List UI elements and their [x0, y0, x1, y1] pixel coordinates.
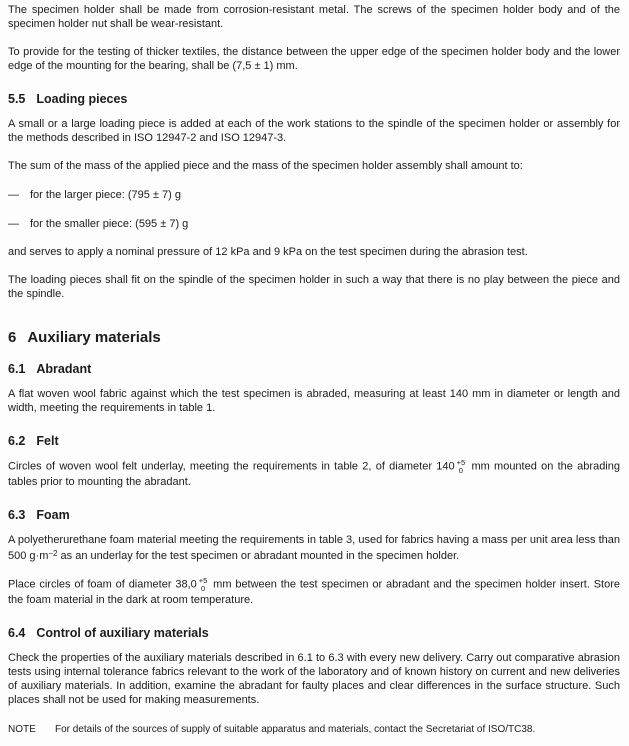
section-title: Control of auxiliary materials: [36, 626, 209, 641]
paragraph-foam-material: [8, 533, 620, 563]
paragraph-felt: [8, 459, 620, 489]
text-run: A polyetherurethane foam material meeting the requirements in table 3, used for fabrics having a mass per unit area less than 500 g·m: [8, 534, 620, 563]
section-heading-6-1: [8, 362, 620, 376]
paragraph-nominal-pressure: and serves to apply a nominal pressure of 12 kPa and 9 kPa on the test specimen during the abrasion test.: [8, 246, 528, 258]
list-item-smaller-piece: [8, 217, 620, 231]
tolerance-upper: +5: [198, 576, 208, 586]
list-item-larger-piece: [8, 188, 620, 202]
paragraph-loading-piece-added: A small or a large loading piece is added at each of the work stations to the spindle of the specimen holder or assembly for the methods described in ISO 12947-2 and ISO 12947-3.: [8, 118, 620, 144]
note-label: NOTE: [8, 724, 36, 736]
paragraph-thicker-textiles: To provide for the testing of thicker textiles, the distance between the upper edge of the specimen holder body and the lower edge of the mounting for the bearing, shall be (7,5 ± 1) mm.: [8, 46, 620, 72]
section-number: 6.1: [8, 362, 26, 376]
paragraph-control-auxiliary: Check the properties of the auxiliary materials described in 6.1 to 6.3 with every new delivery. Carry out comparative abrasion tests using internal tolerance fabrics relevant to the work of the laboratory and of known history on current and new deliveries of auxiliary materials. In addition, examine the abradant for faulty places and clear differences in the surface structure. Such places shall not be used for making measurements.: [8, 652, 620, 707]
dash-bullet: —: [8, 189, 19, 201]
text-run: Place circles of foam of diameter 38,0: [8, 578, 197, 591]
tolerance-upper: +5: [456, 458, 466, 467]
section-heading-5-5: [8, 92, 620, 106]
text-run: as an underlay for the test specimen or abradant mounted in the specimen holder.: [57, 550, 460, 563]
section-title: Foam: [36, 508, 70, 522]
section-number: 5.5: [8, 92, 26, 106]
section-number: 6.3: [8, 508, 26, 522]
text-run: mm mounted on the abrading tables prior to mounting the abradant.: [8, 460, 620, 488]
list-item-text: for the larger piece: (795 ± 7) g: [30, 189, 181, 201]
section-title: Abradant: [36, 362, 92, 376]
paragraph-sum-of-mass: The sum of the mass of the applied piece and the mass of the specimen holder assembly shall amount to:: [8, 160, 523, 172]
tolerance-stack: [199, 577, 208, 593]
paragraph-no-play: The loading pieces shall fit on the spindle of the specimen holder in such a way that there is no play between the piece and the spindle.: [8, 274, 620, 300]
tolerance-stack: [457, 459, 466, 475]
paragraph-abradant: A flat woven wool fabric against which the test specimen is abraded, measuring at least 140 mm in diameter or length and width, meeting the requirements in table 1.: [8, 388, 620, 414]
list-item-text: for the smaller piece: (595 ± 7) g: [30, 218, 189, 230]
paragraph-foam-circles: [8, 577, 620, 607]
note-text: For details of the sources of supply of suitable apparatus and materials, contact the Secretariat of ISO/TC38.: [55, 724, 536, 736]
note-block: [8, 723, 620, 736]
section-number: 6: [8, 329, 17, 346]
section-title: Felt: [36, 434, 59, 448]
section-title: Auxiliary materials: [27, 329, 161, 346]
section-heading-6: [8, 329, 620, 346]
section-number: 6.2: [8, 434, 26, 448]
tolerance-lower: 0: [200, 584, 206, 594]
section-number: 6.4: [8, 626, 26, 641]
section-heading-6-2: [8, 434, 620, 448]
tolerance-lower: 0: [458, 466, 463, 475]
section-title: Loading pieces: [36, 92, 128, 106]
section-heading-6-3: [8, 508, 620, 522]
text-run: Circles of woven wool felt underlay, meeting the requirements in table 2, of diameter 140: [8, 460, 455, 473]
dash-bullet: —: [8, 218, 19, 230]
section-heading-6-4: [8, 626, 620, 640]
text-run: mm between the test specimen or abradant and the specimen holder insert. Store the foam material in the dark at room temperature.: [8, 578, 621, 607]
superscript-exponent: −2: [48, 549, 58, 558]
paragraph-specimen-holder-metal: The specimen holder shall be made from corrosion-resistant metal. The screws of the specimen holder body and of the specimen holder nut shall be wear-resistant.: [8, 4, 620, 30]
